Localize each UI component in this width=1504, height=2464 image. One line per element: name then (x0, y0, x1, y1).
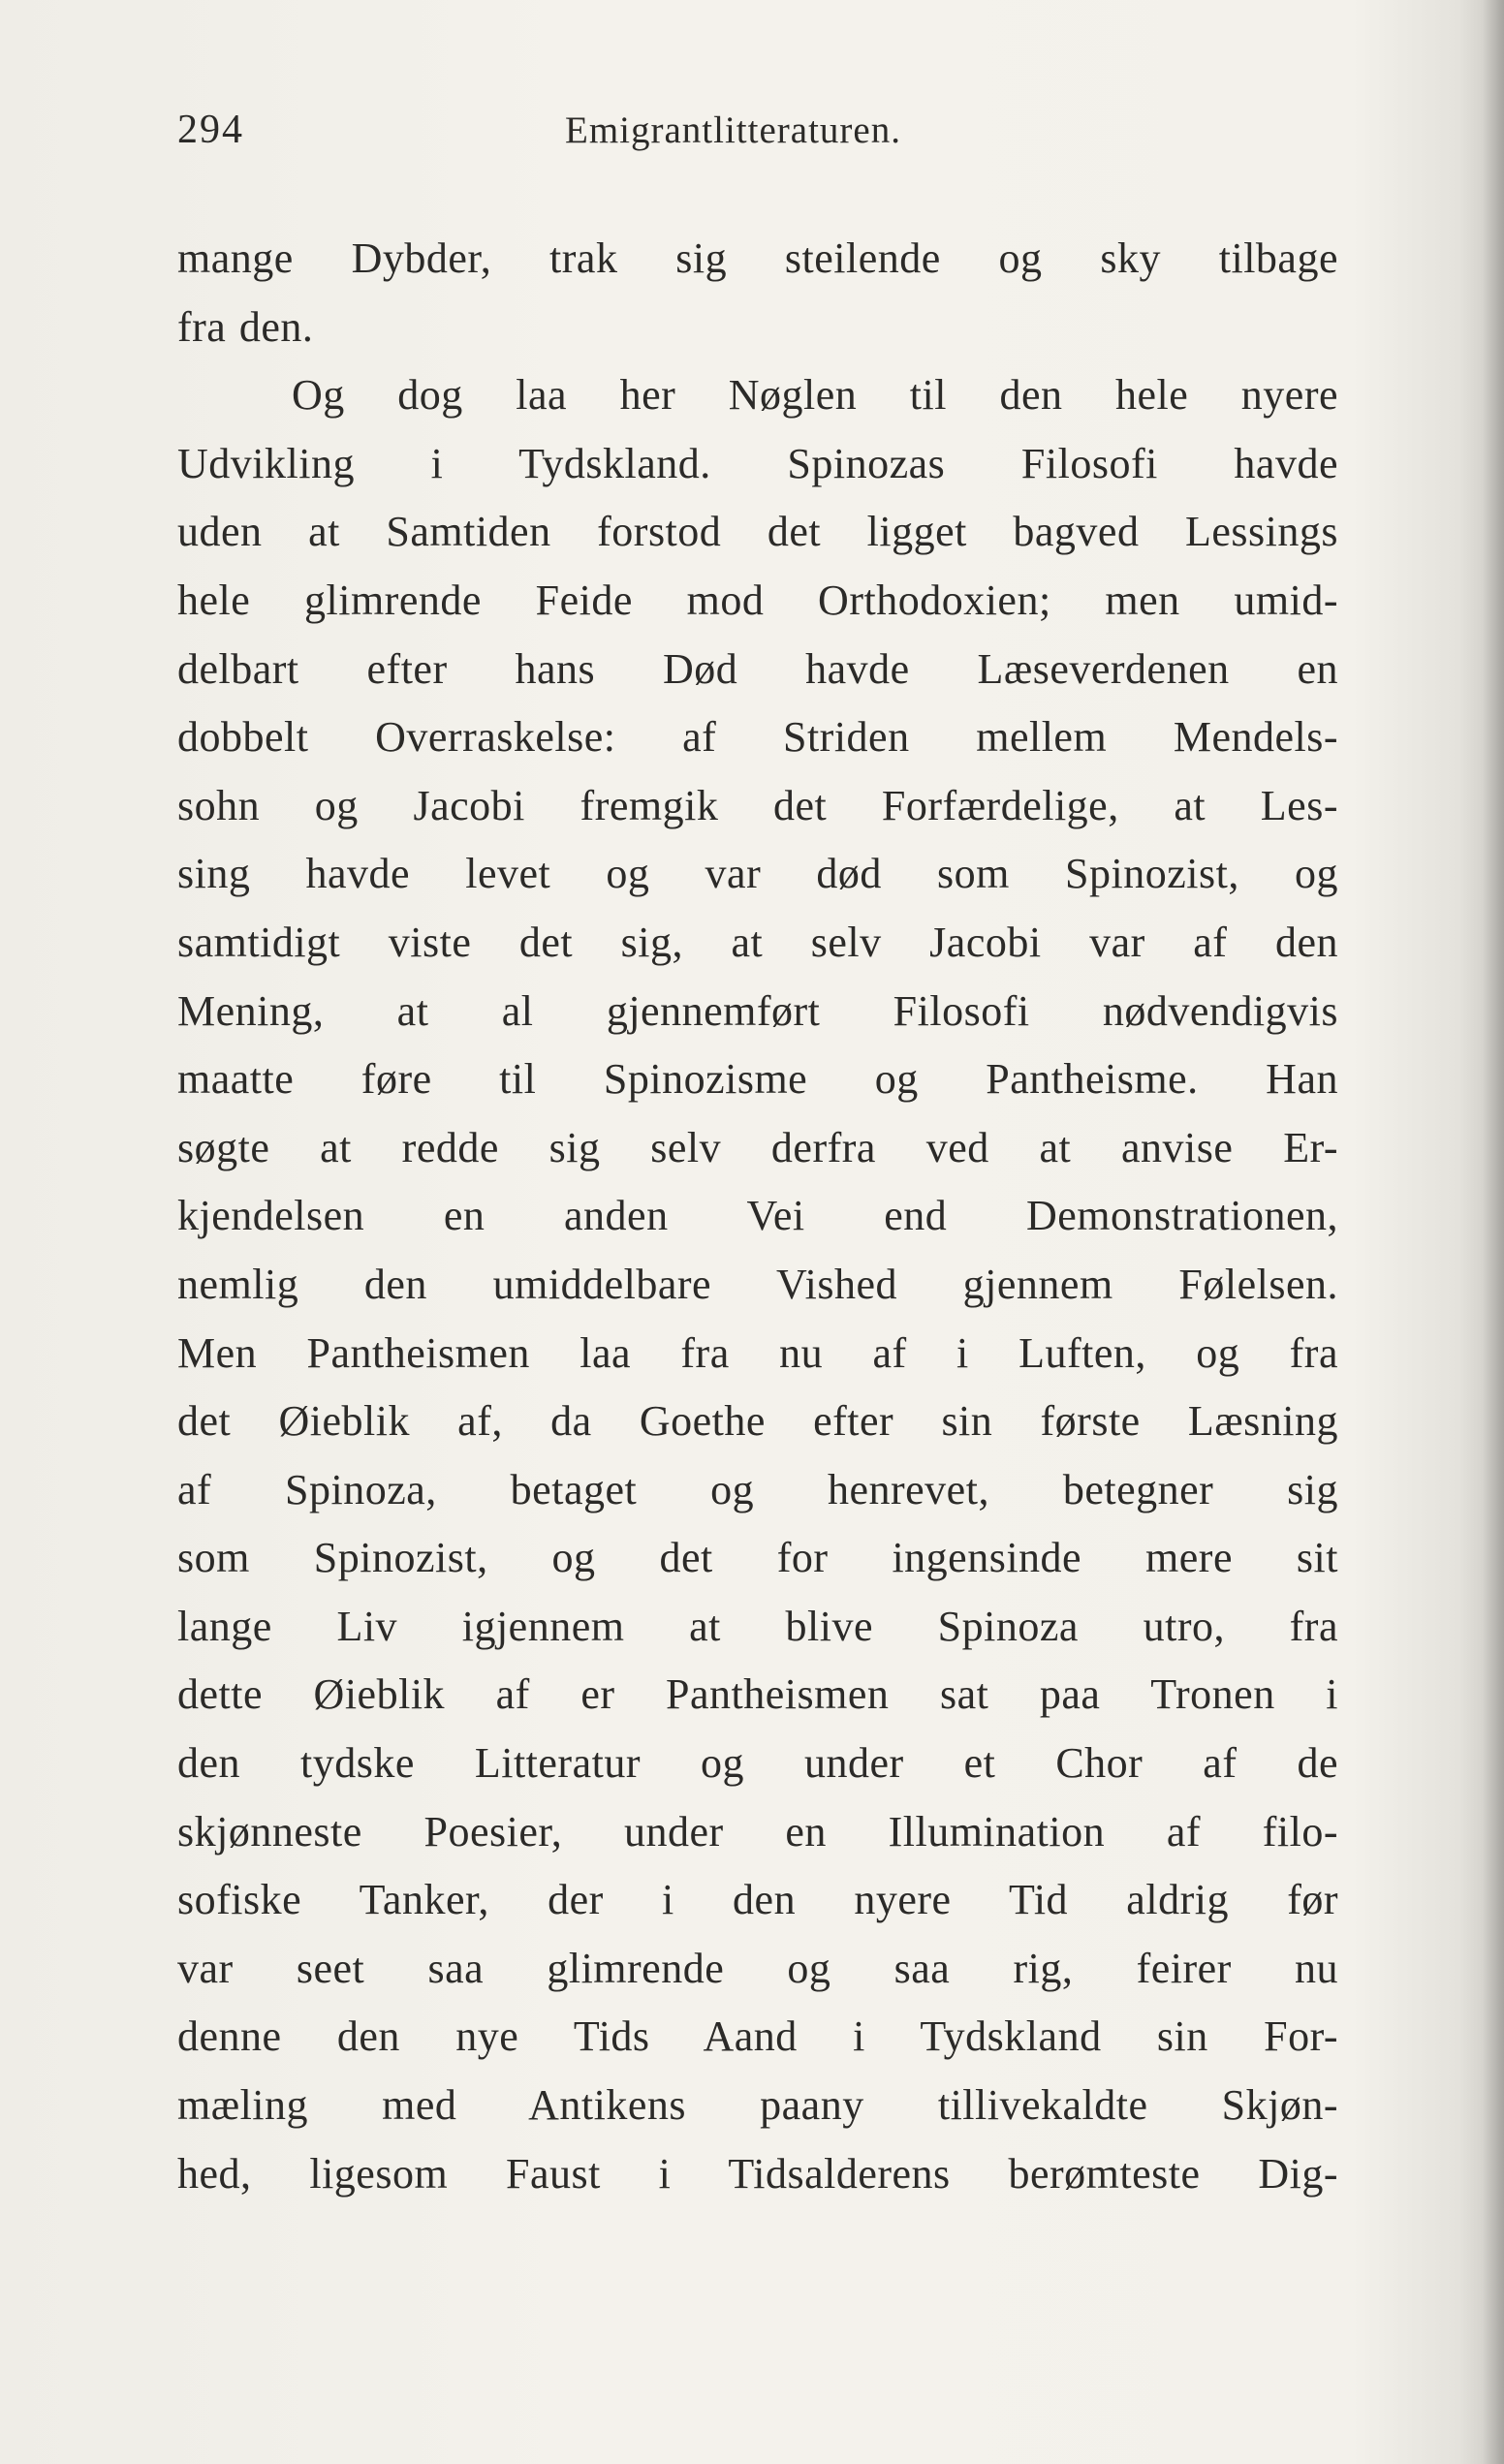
text-line: af Spinoza, betaget og henrevet, betegner sig (177, 1465, 1338, 1513)
text-line: sohn og Jacobi fremgik det Forfærdelige, at Les- (177, 781, 1338, 829)
text-line: den tydske Litteratur og under et Chor af de (177, 1739, 1338, 1788)
page-edge-shadow (1483, 0, 1504, 2464)
body-text (177, 225, 1338, 2208)
text-line: Udvikling i Tydskland. Spinozas Filosofi havde (177, 439, 1338, 487)
text-line: nemlig den umiddelbare Vished gjennem Følelsen. (177, 1260, 1338, 1308)
text-line: sofiske Tanker, der i den nyere Tid aldrig før (177, 1876, 1338, 1924)
text-line: søgte at redde sig selv derfra ved at anvise Er- (177, 1123, 1338, 1171)
text-line: dobbelt Overraskelse: af Striden mellem Mendels- (177, 713, 1338, 762)
text-line: det Øieblik af, da Goethe efter sin første Læsning (177, 1397, 1338, 1446)
text-line: som Spinozist, og det for ingensinde mere sit (177, 1534, 1338, 1582)
text-line: hele glimrende Feide mod Orthodoxien; men umid- (177, 576, 1338, 624)
text-line: fra den. (177, 302, 314, 351)
text-line: uden at Samtiden forstod det ligget bagved Lessings (177, 508, 1338, 556)
text-line: var seet saa glimrende og saa rig, feirer nu (177, 1944, 1338, 1992)
text-line: mange Dybder, trak sig steilende og sky tilbage (177, 234, 1338, 282)
text-line: mæling med Antikens paany tillivekaldte Skjøn- (177, 2081, 1338, 2130)
page-number: 294 (177, 108, 244, 152)
text-line: maatte føre til Spinozisme og Pantheisme. Han (177, 1055, 1338, 1104)
text-line: Men Pantheismen laa fra nu af i Luften, og fra (177, 1328, 1338, 1377)
text-line: lange Liv igjennem at blive Spinoza utro, fra (177, 1602, 1338, 1650)
text-line: skjønneste Poesier, under en Illumination af filo- (177, 1807, 1338, 1856)
text-line: hed, ligesom Faust i Tidsalderens berømteste Dig- (177, 2149, 1338, 2198)
text-line: sing havde levet og var død som Spinozist, og (177, 850, 1338, 898)
text-line: Og dog laa her Nøglen til den hele nyere (292, 371, 1338, 420)
text-line: samtidigt viste det sig, at selv Jacobi var af den (177, 918, 1338, 966)
text-line: dette Øieblik af er Pantheismen sat paa Tronen i (177, 1670, 1338, 1719)
text-line: kjendelsen en anden Vei end Demonstrationen, (177, 1192, 1338, 1240)
text-line: Mening, at al gjennemført Filosofi nødvendigvis (177, 986, 1338, 1035)
text-line: delbart efter hans Død havde Læseverdenen en (177, 644, 1338, 693)
text-line: denne den nye Tids Aand i Tydskland sin For- (177, 2012, 1338, 2061)
running-title: Emigrantlitteraturen. (565, 109, 901, 151)
page-header (177, 107, 1340, 165)
